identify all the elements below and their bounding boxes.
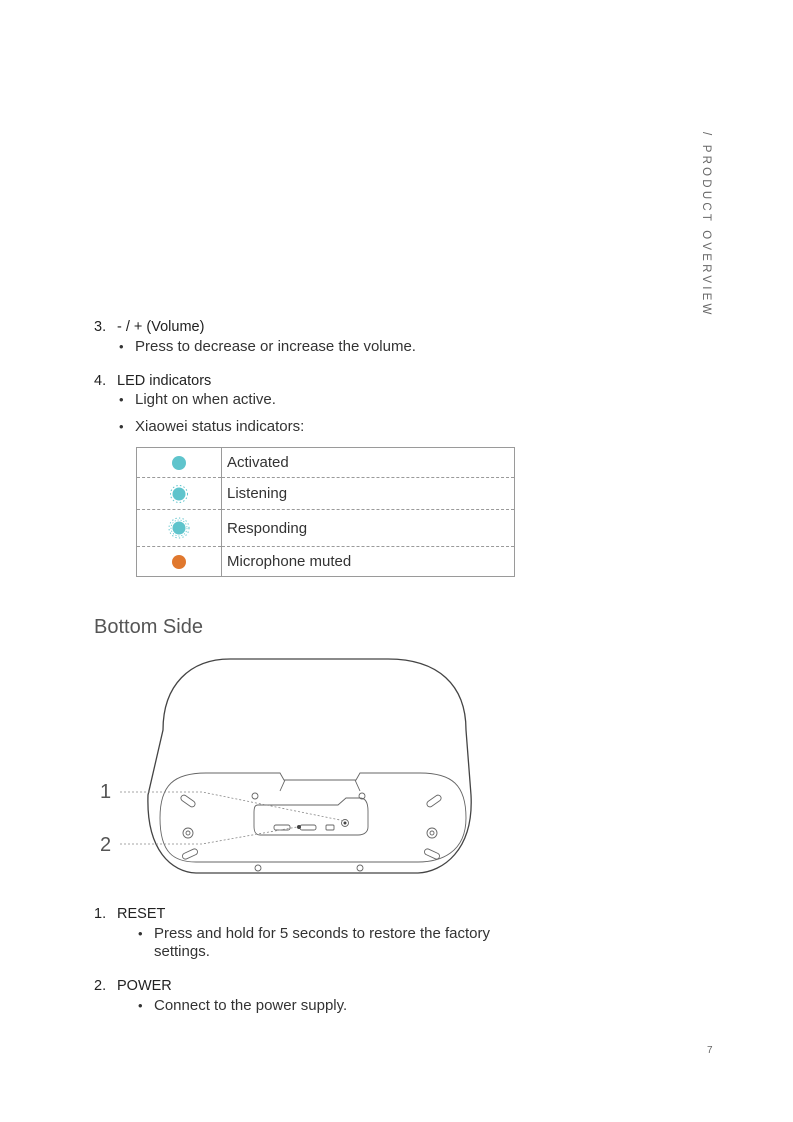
item-reset-title: [94, 906, 165, 922]
table-row: [137, 478, 515, 510]
status-icon-cell: [137, 448, 222, 478]
bullet-text: Xiaowei status indicators:: [135, 418, 305, 435]
screw-hole: [427, 828, 437, 838]
section-side-label: / PRODUCT OVERVIEW: [700, 132, 712, 318]
screw-hole: [252, 793, 258, 799]
base-notch: [280, 780, 360, 791]
callout-line-reset: [120, 792, 345, 821]
dotted-ring-teal-led-icon: [169, 484, 189, 504]
bullet-dot: •: [138, 998, 143, 1013]
item-title-text: LED indicators: [117, 373, 212, 389]
rubber-foot: [426, 794, 443, 808]
status-label: Listening: [222, 478, 515, 510]
item-led-title: [94, 373, 211, 389]
solid-teal-led-icon: [172, 456, 186, 470]
status-icon-cell: [137, 547, 222, 577]
status-icon-cell: [137, 510, 222, 547]
bullet-dot: •: [138, 926, 143, 941]
page-number: 7: [707, 1045, 713, 1056]
item-number: 1.: [94, 906, 107, 922]
bullet-status-indicators: [119, 418, 305, 436]
bullet-led-active: [119, 391, 276, 409]
port-usb: [274, 825, 290, 830]
solid-orange-led-icon: [172, 555, 186, 569]
item-volume-title: [94, 319, 204, 335]
table-row: [137, 547, 515, 577]
status-icon-cell: [137, 478, 222, 510]
item-number: 3.: [94, 319, 107, 335]
item-number: 2.: [94, 978, 107, 994]
bullet-text: Press and hold for 5 seconds to restore the factory settings.: [154, 925, 491, 960]
rubber-foot: [423, 848, 440, 860]
bullet-text: Connect to the power supply.: [154, 997, 348, 1014]
speaker-bottom-illustration: [90, 655, 480, 880]
status-indicator-table: [136, 447, 515, 577]
bullet-text: Light on when active.: [135, 391, 276, 408]
bullet-volume: [119, 338, 416, 356]
callout-number-2: 2: [100, 834, 112, 856]
bullet-power: [138, 997, 348, 1015]
item-number: 4.: [94, 373, 107, 389]
item-title-text: RESET: [117, 906, 166, 922]
port-small: [326, 825, 334, 830]
table-row: [137, 448, 515, 478]
rubber-foot: [180, 794, 197, 808]
base-plate-outline: [160, 773, 466, 862]
screw-hole: [183, 828, 193, 838]
callout-number-1: 1: [100, 781, 112, 803]
power-port: [300, 825, 316, 830]
bullet-dot: •: [119, 419, 124, 434]
callout-line-power: [120, 827, 297, 844]
screw-hole: [357, 865, 363, 871]
item-title-text: - / + (Volume): [117, 319, 205, 335]
bullet-dot: •: [119, 392, 124, 407]
center-recess: [254, 798, 368, 835]
section-title-bottom-side: Bottom Side: [94, 616, 203, 638]
bullet-text: Press to decrease or increase the volume.: [135, 338, 416, 355]
item-title-text: POWER: [117, 978, 172, 994]
item-power-title: [94, 978, 172, 994]
double-ring-teal-led-icon: [168, 517, 190, 539]
table-row: [137, 510, 515, 547]
rubber-foot: [181, 848, 198, 860]
bullet-dot: •: [119, 339, 124, 354]
status-label: Responding: [222, 510, 515, 547]
speaker-body-outline: [148, 659, 471, 873]
status-label: Microphone muted: [222, 547, 515, 577]
bullet-reset: [138, 925, 514, 961]
screw-hole: [255, 865, 261, 871]
status-label: Activated: [227, 454, 289, 471]
